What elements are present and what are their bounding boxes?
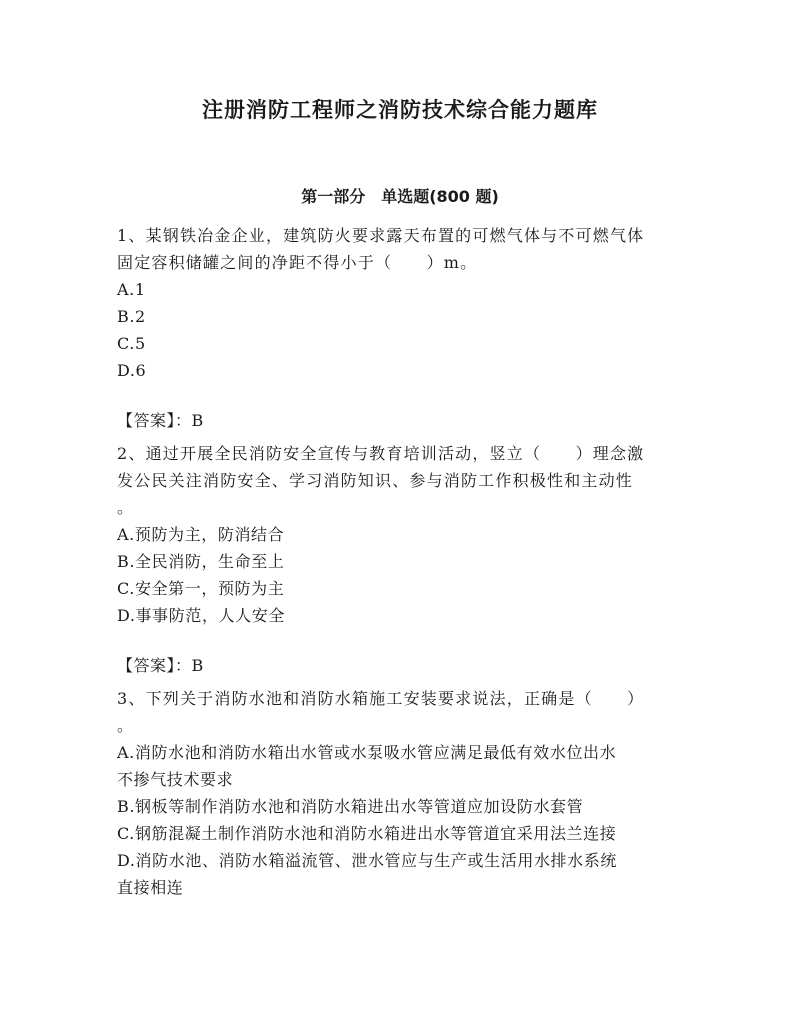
option-d: D.事事防范，人人安全 [117, 606, 285, 625]
question-3 [117, 685, 687, 901]
option-a: A.消防水池和消防水箱出水管或水泵吸水管应满足最低有效水位出水 [117, 743, 617, 762]
option-d: D.消防水池、消防水箱溢流管、泄水管应与生产或生活用水排水系统 [117, 851, 617, 870]
option-a: A.预防为主，防消结合 [117, 525, 285, 544]
question-stem-line: 发公民关注消防安全、学习消防知识、参与消防工作积极性和主动性 [117, 471, 634, 490]
question-stem-line: 3、下列关于消防水池和消防水箱施工安装要求说法，正确是（ ） [117, 689, 645, 708]
option-c: C.钢筋混凝土制作消防水池和消防水箱进出水等管道宜采用法兰连接 [117, 824, 617, 843]
document-title: 注册消防工程师之消防技术综合能力题库 [202, 98, 598, 122]
question-1 [117, 222, 687, 434]
option-a-continued: 不掺气技术要求 [117, 770, 234, 789]
option-b: B.全民消防，生命至上 [117, 552, 285, 571]
option-d-continued: 直接相连 [117, 878, 184, 897]
option-c: C.5 [117, 334, 146, 353]
question-list [117, 222, 687, 901]
option-b: B.钢板等制作消防水池和消防水箱进出水等管道应加设防水套管 [117, 797, 584, 816]
question-stem-line: 。 [117, 498, 135, 517]
answer-prefix: 【答案】： [117, 411, 192, 430]
answer-line [117, 407, 687, 434]
option-b: B.2 [117, 307, 146, 326]
section-heading: 第一部分 单选题(800 题) [301, 187, 499, 206]
question-2 [117, 440, 687, 679]
question-stem-line: 2、通过开展全民消防安全宣传与教育培训活动，竖立（ ）理念激 [117, 444, 645, 463]
answer-line [117, 652, 687, 679]
option-d: D.6 [117, 361, 147, 380]
question-stem-line: 1、某钢铁冶金企业，建筑防火要求露天布置的可燃气体与不可燃气体 [117, 226, 645, 245]
answer-value: B [191, 656, 204, 675]
question-stem-line: 。 [117, 716, 135, 735]
answer-value: B [191, 411, 204, 430]
option-c: C.安全第一，预防为主 [117, 579, 285, 598]
answer-prefix: 【答案】： [117, 656, 192, 675]
option-a: A.1 [117, 280, 146, 299]
question-stem-line: 固定容积储罐之间的净距不得小于（ ）m。 [117, 253, 478, 272]
